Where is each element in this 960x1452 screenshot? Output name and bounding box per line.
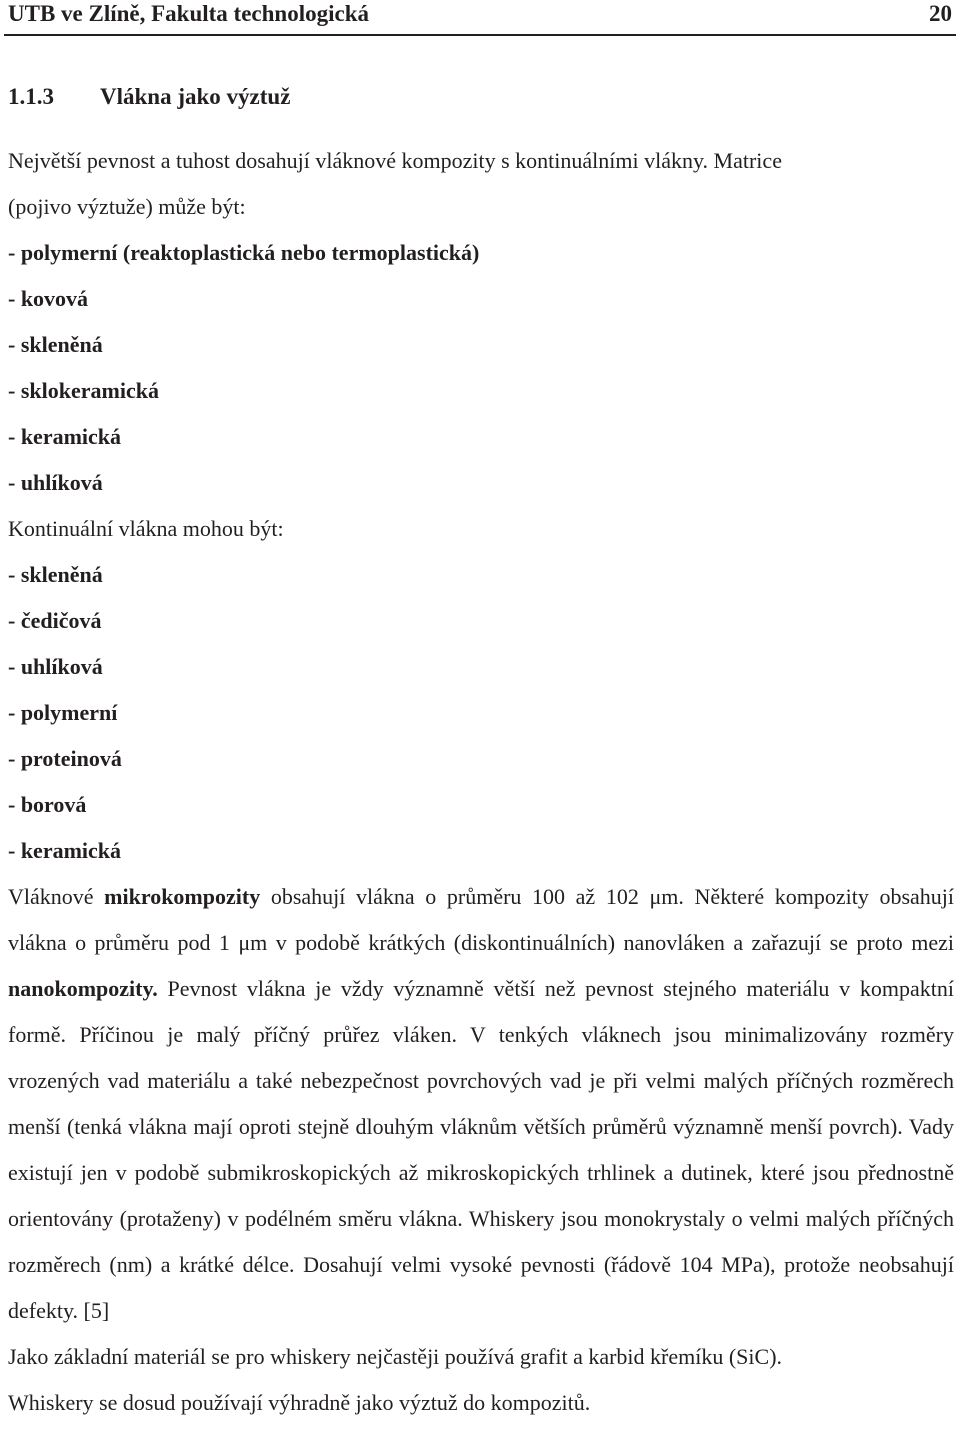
fiber-type-item: - polymerní (8, 700, 118, 725)
page-header (8, 0, 952, 34)
fibers-intro: Kontinuální vlákna mohou být: (8, 516, 284, 541)
fiber-type-item: - proteinová (8, 746, 122, 771)
section-heading (8, 82, 290, 112)
matrix-type-item: - sklokeramická (8, 378, 159, 403)
matrix-type-item: - keramická (8, 424, 122, 449)
fiber-type-item: - uhlíková (8, 654, 103, 679)
header-title: UTB ve Zlíně, Fakulta technologická (8, 1, 369, 26)
matrix-type-item: - kovová (8, 286, 89, 311)
term-nanokompozity: nanokompozity. (8, 976, 158, 1001)
fiber-type-item: - borová (8, 792, 87, 817)
intro-line-2: (pojivo výztuže) může být: (8, 194, 246, 219)
page-body (8, 138, 954, 1426)
matrix-type-item: - polymerní (reaktoplastická nebo termoplastická) (8, 240, 480, 265)
term-mikrokompozity: mikrokompozity (104, 884, 261, 909)
paragraph-text: Vláknové (8, 884, 105, 909)
body-paragraph (8, 874, 954, 1334)
fiber-type-item: - čedičová (8, 608, 102, 633)
matrix-type-item: - skleněná (8, 332, 103, 357)
section-title: Vlákna jako výztuž (100, 84, 291, 109)
matrix-type-item: - uhlíková (8, 470, 103, 495)
fiber-type-item: - keramická (8, 838, 122, 863)
paragraph-line: Whiskery se dosud používají výhradně jako výztuž do kompozitů. (8, 1390, 591, 1415)
section-number: 1.1.3 (8, 84, 54, 109)
header-divider (4, 34, 956, 36)
fiber-type-item: - skleněná (8, 562, 103, 587)
intro-line-1: Největší pevnost a tuhost dosahují vláknové kompozity s kontinuálními vlákny. Matrice (8, 148, 782, 173)
page-number: 20 (929, 1, 952, 26)
paragraph-text: Pevnost vlákna je vždy významně větší než pevnost stejného materiálu v kompaktní formě. Příčinou je malý příčný průřez vláken. V tenkých vláknech jsou minimalizovány rozměry vrozených vad materiálu a také nebezpečnost povrchových vad je při velmi malých příčných rozměrech menší (tenká vlákna mají oproti stejně dlouhým vláknům větších průměrů významně menší povrch). Vady existují jen v podobě submikroskopických až mikroskopických trhlinek a dutinek, které jsou přednostně orientovány (protaženy) v podélném směru vlákna. Whiskery jsou monokrystaly o velmi malých příčných rozměrech (nm) a krátké délce. Dosahují velmi vysoké pevnosti (řádově 104 MPa), protože neobsahují defekty. [5] (8, 976, 954, 1323)
paragraph-line: Jako základní materiál se pro whiskery nejčastěji používá grafit a karbid křemíku (SiC). (8, 1344, 783, 1369)
paragraph-text: obsahují vlákna o průměru 100 až 102 μm. Některé kompozity obsahují vlákna o průměru pod 1 μm v podobě krátkých (diskontinuálních) nanovláken a zařazují se proto mezi (8, 884, 954, 955)
